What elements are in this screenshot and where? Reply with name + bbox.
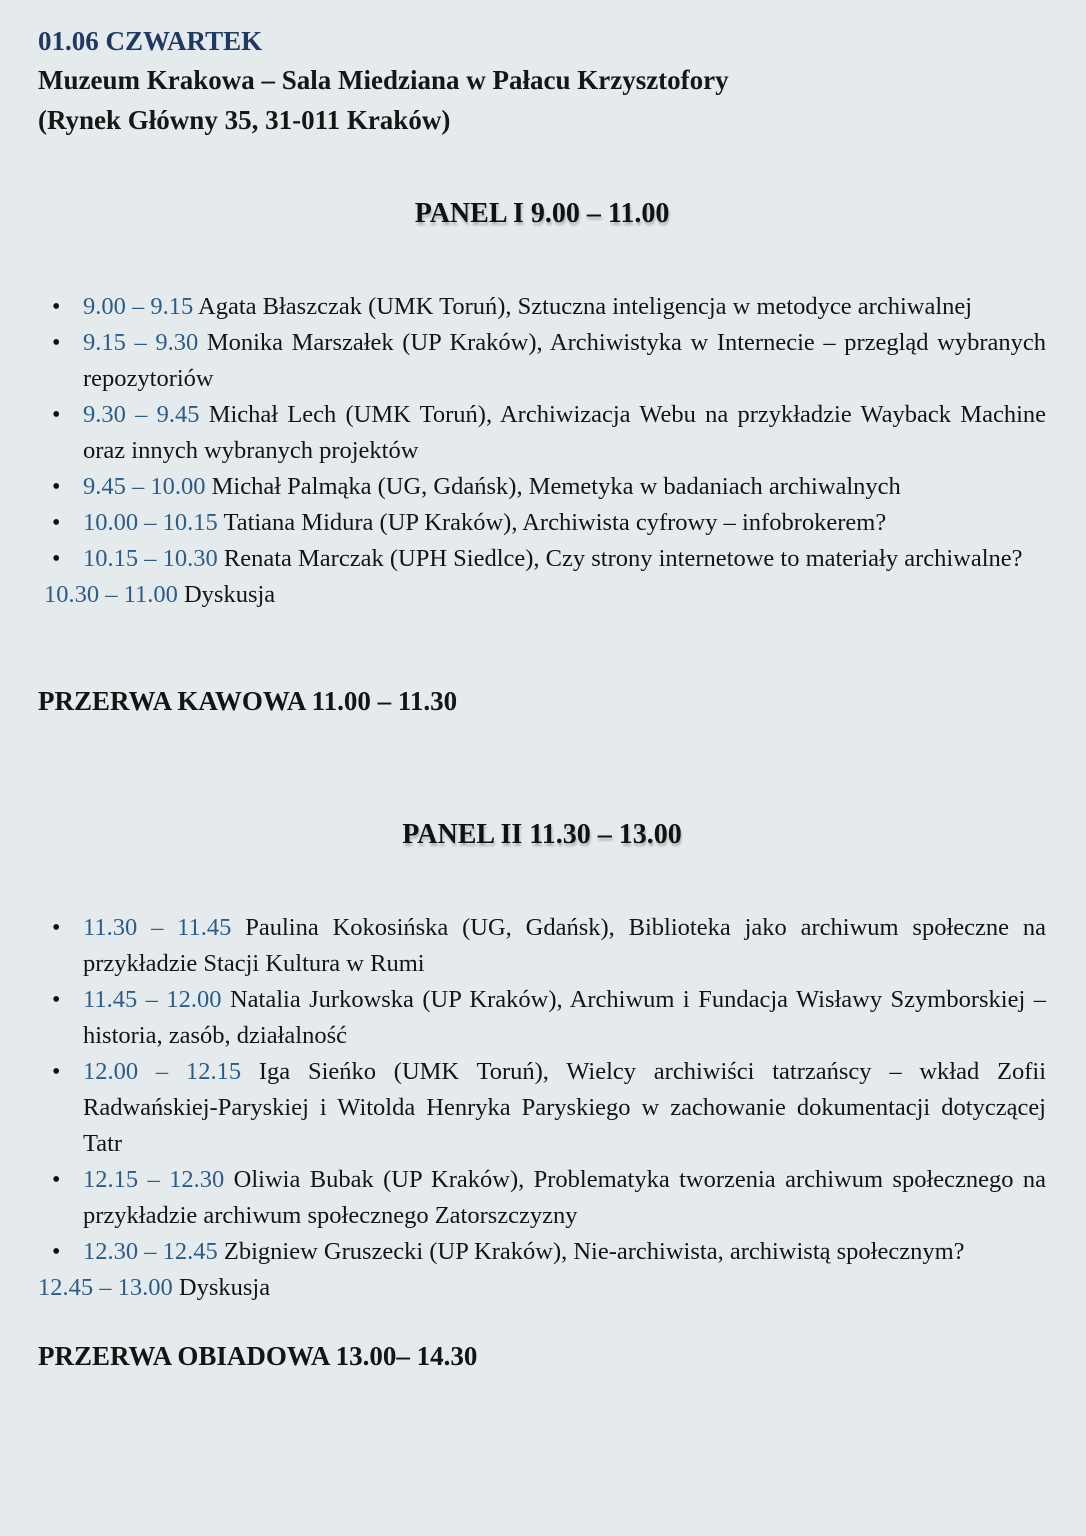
venue-line: Muzeum Krakowa – Sala Miedziana w Pałacu Krzysztofory	[38, 65, 729, 95]
item-text: Michał Lech (UMK Toruń), Archiwizacja Webu na przykładzie Wayback Machine oraz innych wybranych projektów	[83, 401, 1047, 464]
time-range: 12.30 – 12.45	[83, 1238, 218, 1265]
panel-1-title: PANEL I 9.00 – 11.00	[414, 198, 670, 229]
panel-1-discussion-line	[38, 577, 1046, 613]
time-range: 11.30 – 11.45	[83, 914, 232, 941]
schedule-item	[38, 469, 1046, 505]
time-range: 11.45 – 12.00	[83, 986, 222, 1013]
schedule-item	[38, 910, 1046, 982]
schedule-item	[38, 1234, 1046, 1270]
time-range: 9.45 – 10.00	[83, 473, 206, 500]
item-text: Paulina Kokosińska (UG, Gdańsk), Biblioteka jako archiwum społeczne na przykładzie Stacji Kultura w Rumi	[83, 914, 1046, 977]
item-text: Monika Marszałek (UP Kraków), Archiwistyka w Internecie – przegląd wybranych repozytoriów	[83, 329, 1047, 392]
time-range: 10.30 – 11.00	[44, 581, 178, 608]
item-text: Michał Palmąka (UG, Gdańsk), Memetyka w badaniach archiwalnych	[211, 473, 901, 500]
schedule-item	[38, 505, 1046, 541]
panel-2-title: PANEL II 11.30 – 13.00	[402, 819, 682, 850]
time-range: 10.00 – 10.15	[83, 509, 218, 536]
time-range: 9.15 – 9.30	[83, 329, 199, 356]
discussion-label: Dyskusja	[183, 581, 276, 608]
panel-1-schedule	[38, 289, 1046, 577]
schedule-item	[38, 325, 1046, 397]
time-range: 9.30 – 9.45	[83, 401, 200, 428]
item-text: Renata Marczak (UPH Siedlce), Czy strony internetowe to materiały archiwalne?	[223, 545, 1023, 572]
discussion-label: Dyskusja	[178, 1274, 271, 1301]
time-range: 12.00 – 12.15	[83, 1058, 242, 1085]
schedule-item	[38, 982, 1046, 1054]
schedule-item	[38, 1054, 1046, 1162]
item-text: Agata Błaszczak (UMK Toruń), Sztuczna inteligencja w metodyce archiwalnej	[198, 293, 973, 320]
panel-2-schedule	[38, 910, 1046, 1270]
schedule-item	[38, 397, 1046, 469]
schedule-item	[38, 1162, 1046, 1234]
coffee-break-line: PRZERWA KAWOWA 11.00 – 11.30	[38, 686, 458, 716]
program-header	[38, 22, 1046, 140]
item-text: Oliwia Bubak (UP Kraków), Problematyka tworzenia archiwum społecznego na przykładzie archiwum społecznego Zatorszczyzny	[83, 1166, 1047, 1229]
schedule-item	[38, 541, 1046, 577]
panel-2-discussion-line	[38, 1270, 1046, 1306]
schedule-item	[38, 289, 1046, 325]
item-text: Tatiana Midura (UP Kraków), Archiwista cyfrowy – infobrokerem?	[223, 509, 887, 536]
item-text: Iga Sieńko (UMK Toruń), Wielcy archiwiści tatrzańscy – wkład Zofii Radwańskiej-Paryskiej i Witolda Henryka Paryskiego w zachowanie dokumentacji dotyczącej Tatr	[83, 1058, 1047, 1157]
time-range: 9.00 – 9.15	[83, 293, 194, 320]
lunch-break-line: PRZERWA OBIADOWA 13.00– 14.30	[38, 1341, 478, 1371]
time-range: 12.15 – 12.30	[83, 1166, 225, 1193]
address-line: (Rynek Główny 35, 31-011 Kraków)	[38, 105, 451, 135]
date-heading: 01.06 CZWARTEK	[38, 26, 263, 56]
time-range: 10.15 – 10.30	[83, 545, 218, 572]
time-range: 12.45 – 13.00	[38, 1274, 173, 1301]
item-text: Zbigniew Gruszecki (UP Kraków), Nie-archiwista, archiwistą społecznym?	[223, 1238, 965, 1265]
item-text: Natalia Jurkowska (UP Kraków), Archiwum i Fundacja Wisławy Szymborskiej – historia, zasób, działalność	[83, 986, 1046, 1049]
